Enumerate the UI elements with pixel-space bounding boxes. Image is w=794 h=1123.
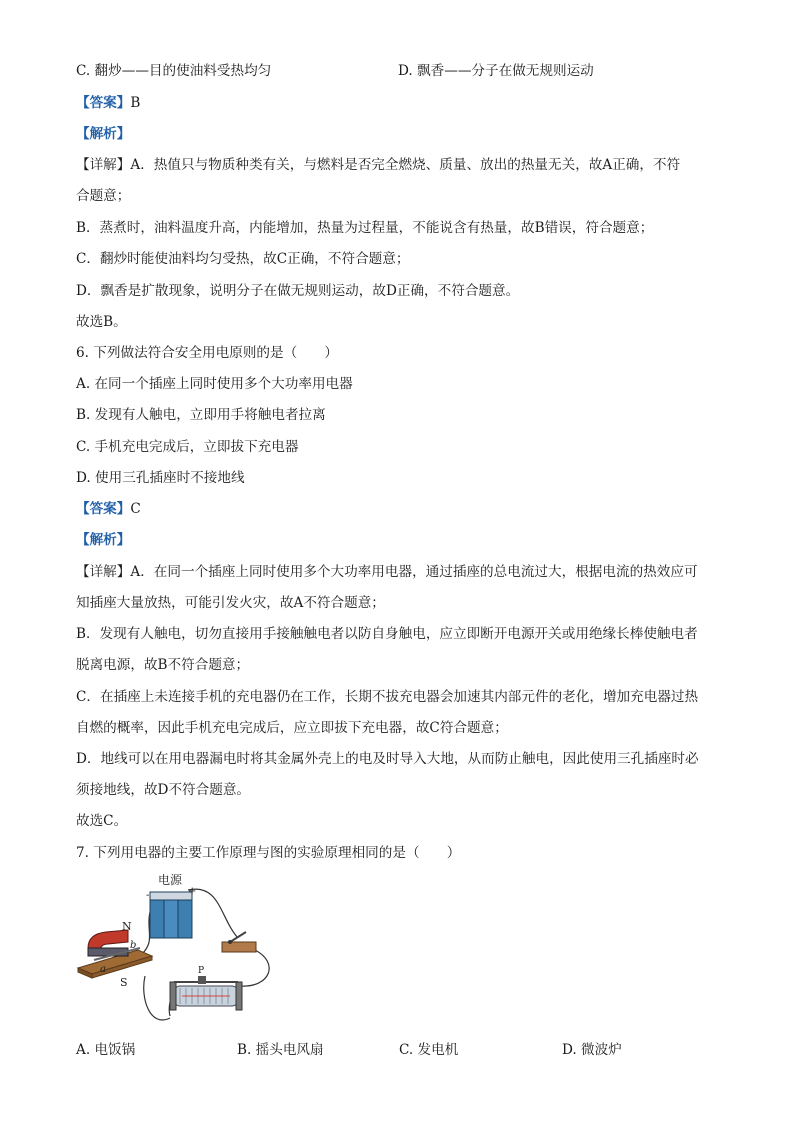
q5-analysis-tag <box>76 124 130 144</box>
q5-option-c: C. 翻炒——目的使油料受热均匀 <box>76 63 272 79</box>
knife-switch <box>222 932 256 952</box>
answer-tag: 【答案】 <box>76 501 131 517</box>
q6-option-d: D. 使用三孔插座时不接地线 <box>76 470 245 486</box>
answer-tag: 【答案】 <box>76 95 131 111</box>
rod-a-label: a <box>100 964 106 975</box>
q6-detail-line-3: C．在插座上未连接手机的充电器仍在工作，长期不拔充电器会加速其内部元件的老化，增加充电器过热 <box>76 689 699 705</box>
battery-pack <box>150 892 192 938</box>
q5-detail-line-1 <box>76 155 680 175</box>
q7-option-d: D. 微波炉 <box>562 1042 622 1058</box>
battery-minus-label: - <box>146 890 150 901</box>
q6-option-c: C. 手机充电完成后，立即拔下充电器 <box>76 439 299 455</box>
q6-option-a: A. 在同一个插座上同时使用多个大功率用电器 <box>76 376 353 392</box>
q5-detail-line-2: B．蒸煮时，油料温度升高，内能增加，热量为过程量，不能说含有热量，故B错误，符合题意； <box>76 220 654 236</box>
detail-text: A．热值只与物质种类有关，与燃料是否完全燃烧、质量、放出的热量无关，故A正确，不符 <box>130 157 681 173</box>
q5-detail-line-1b: 合题意； <box>76 188 131 204</box>
detail-tag: 【详解】 <box>76 157 131 173</box>
q7-stem: 7. 下列用电器的主要工作原理与图的实验原理相同的是（ ） <box>76 845 461 861</box>
q5-detail-line-3: C．翻炒时能使油料均匀受热，故C正确，不符合题意； <box>76 251 410 267</box>
power-label: 电源 <box>158 873 183 887</box>
magnet-board <box>78 930 152 978</box>
answer-value: C <box>130 501 141 517</box>
q6-detail-line-4: D．地线可以在用电器漏电时将其金属外壳上的电及时导入大地，从而防止触电，因此使用三孔插座时必 <box>76 751 699 767</box>
q6-option-b: B. 发现有人触电，立即用手将触电者拉离 <box>76 407 326 423</box>
q7-option-a: A. 电饭锅 <box>76 1042 136 1058</box>
q7-option-b: B. 摇头电风扇 <box>237 1042 324 1058</box>
q7-experiment-figure <box>70 868 280 1033</box>
q6-detail-line-2b: 脱离电源，故B不符合题意； <box>76 657 250 673</box>
q6-analysis-tag <box>76 530 130 550</box>
q5-option-d: D. 飘香——分子在做无规则运动 <box>398 63 594 79</box>
analysis-tag: 【解析】 <box>76 126 131 142</box>
south-pole-label: S <box>120 976 128 989</box>
wire-bottom <box>144 976 170 1020</box>
analysis-tag: 【解析】 <box>76 532 131 548</box>
q7-option-c: C. 发电机 <box>399 1042 459 1058</box>
answer-value: B <box>130 95 141 111</box>
rod-b-label: b <box>130 940 137 951</box>
q6-stem: 6. 下列做法符合安全用电原则的是（ ） <box>76 345 338 361</box>
battery-plus-label: + <box>188 886 197 897</box>
north-pole-label: N <box>122 920 132 933</box>
q6-detail-line-4b: 须接地线，故D不符合题意。 <box>76 782 251 798</box>
detail-text: A．在同一个插座上同时使用多个大功率用电器，通过插座的总电流过大，根据电流的热效应可 <box>130 564 698 580</box>
q6-conclusion: 故选C。 <box>76 813 128 829</box>
rheostat <box>170 976 242 1010</box>
q6-detail-line-2: B．发现有人触电，切勿直接用手接触触电者以防自身触电，应立即断开电源开关或用绝缘长棒使触电者 <box>76 626 698 642</box>
q6-detail-line-1 <box>76 562 698 582</box>
q5-conclusion: 故选B。 <box>76 314 127 330</box>
slider-p-label: P <box>198 966 205 976</box>
detail-tag: 【详解】 <box>76 564 131 580</box>
wire-switch-to-rheostat <box>240 950 269 986</box>
q5-answer-line <box>76 93 140 113</box>
q6-answer-line <box>76 499 141 519</box>
q6-detail-line-1b: 知插座大量放热，可能引发火灾，故A不符合题意； <box>76 595 385 611</box>
q6-detail-line-3b: 自燃的概率，因此手机充电完成后，应立即拔下充电器，故C符合题意； <box>76 720 508 736</box>
q5-detail-line-4: D．飘香是扩散现象，说明分子在做无规则运动，故D正确，不符合题意。 <box>76 283 520 299</box>
